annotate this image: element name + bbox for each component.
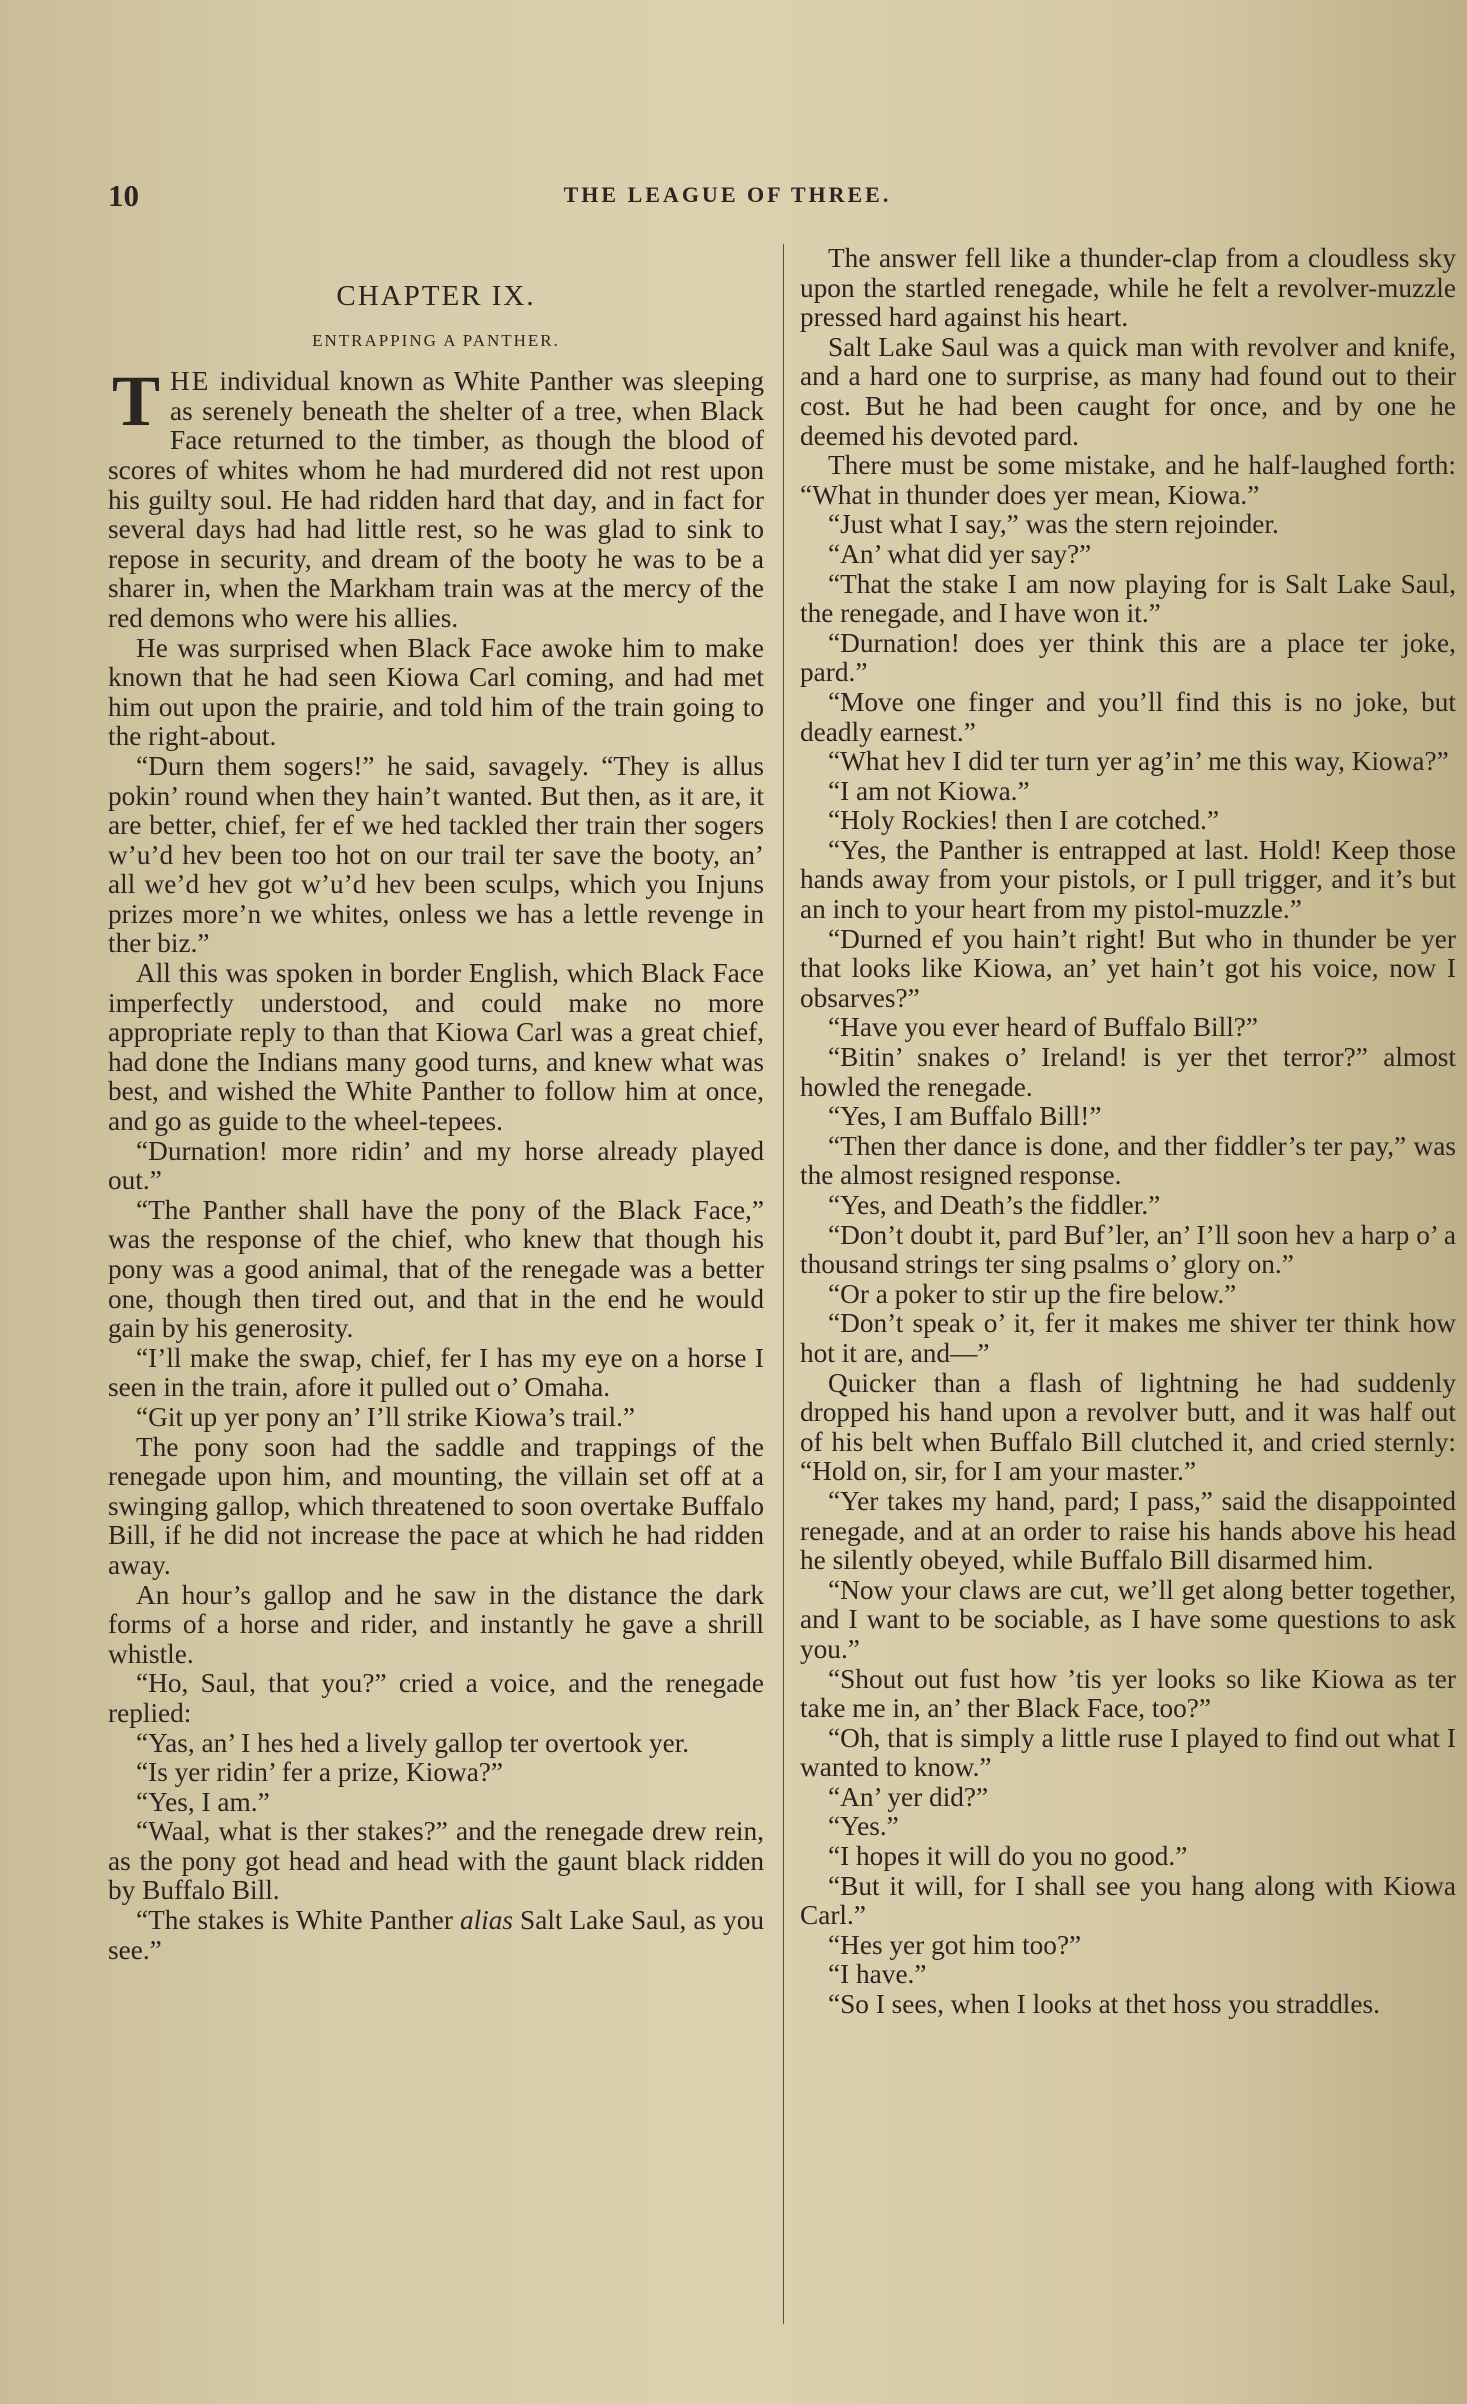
last-paragraph-italic: alias: [459, 1905, 514, 1936]
right-paragraph: “Holy Rockies! then I are cotched.”: [828, 805, 1220, 836]
right-paragraph: “Then ther dance is done, and ther fiddler’s ter pay,” was the almost resigned response.: [800, 1130, 1456, 1191]
right-paragraph: “Hes yer got him too?”: [828, 1929, 1082, 1960]
right-paragraph: There must be some mistake, and he half-laughed forth: “What in thunder does yer mean, Kiowa.”: [800, 450, 1456, 510]
right-paragraph: “So I sees, when I looks at thet hoss you straddles.: [828, 1989, 1380, 2020]
chapter-subtitle: ENTRAPPING A PANTHER.: [312, 330, 560, 350]
right-paragraph: “I have.”: [828, 1959, 927, 1990]
right-paragraph: “An’ yer did?”: [828, 1781, 989, 1812]
left-column: [108, 244, 764, 1965]
first-word-rest: HE: [170, 366, 211, 397]
right-paragraph: “I hopes it will do you no good.”: [828, 1841, 1188, 1872]
right-paragraph: “Yes.”: [828, 1811, 899, 1842]
right-paragraph: “Yes, and Death’s the fiddler.”: [828, 1190, 1161, 1220]
left-paragraph-list: [108, 634, 764, 1907]
right-paragraph: “Just what I say,” was the stern rejoinder.: [828, 509, 1279, 540]
right-paragraph: “But it will, for I shall see you hang along with Kiowa Carl.”: [800, 1870, 1456, 1931]
first-paragraph-text: individual known as White Panther was sleeping as serenely beneath the shelter of a tree, when Black Face returned to the timber, as though the blood of scores of whites whom he had murdered did not rest upon his guilty soul. He had ridden hard that day, and in fact for several days had had little rest, so he was glad to sink to repose in security, and dream of the booty he was to be a sharer in, when the Markham train was at the mercy of the red demons who were his allies.: [108, 366, 764, 633]
right-paragraph: “Yes, I am Buffalo Bill!”: [828, 1101, 1102, 1132]
right-paragraph: Quicker than a flash of lightning he had suddenly dropped his hand upon a revolver butt, and it was half out of his belt when Buffalo Bill clutched it, and cried sternly: “Hold on, sir, for I am your master.”: [800, 1367, 1456, 1487]
left-paragraph: He was surprised when Black Face awoke him to make known that he had seen Kiowa Carl coming, and had met him out upon the prairie, and told him of the train going to the right-about.: [108, 632, 764, 752]
right-paragraph: “An’ what did yer say?”: [828, 538, 1092, 569]
right-column: [800, 244, 1456, 2020]
page-number: 10: [108, 178, 139, 213]
right-paragraph: “Now your claws are cut, we’ll get along better together, and I want to be sociable, as I have some questions to ask you.”: [800, 1574, 1456, 1664]
right-paragraph: “Or a poker to stir up the fire below.”: [828, 1278, 1237, 1309]
right-paragraph: The answer fell like a thunder-clap from a cloudless sky upon the startled renegade, while he felt a revolver-muzzle pressed hard against his heart.: [800, 243, 1456, 333]
left-paragraph: “Is yer ridin’ fer a prize, Kiowa?”: [136, 1757, 504, 1788]
right-paragraph: “Shout out fust how ’tis yer looks so like Kiowa as ter take me in, an’ ther Black Face, too?”: [800, 1663, 1456, 1724]
left-paragraph: The pony soon had the saddle and trappings of the renegade upon him, and mounting, the villain set off at a swinging gallop, which threatened to soon overtake Buffalo Bill, if he did not increase the pace at which he had ridden away.: [108, 1431, 764, 1580]
right-paragraph: “What hev I did ter turn yer ag’in’ me this way, Kiowa?”: [828, 746, 1449, 777]
right-paragraph: “Durned ef you hain’t right! But who in thunder be yer that looks like Kiowa, an’ yet hain’t got his voice, now I obsarves?”: [800, 923, 1456, 1013]
right-paragraph: “Durnation! does yer think this are a place ter joke, pard.”: [800, 627, 1456, 688]
right-paragraph: “Oh, that is simply a little ruse I played to find out what I wanted to know.”: [800, 1722, 1456, 1783]
left-paragraph: “Durn them sogers!” he said, savagely. “They is allus pokin’ round when they hain’t wanted. But then, as it are, it are better, chief, fer ef we hed tackled ther train ther sogers w’u’d hev been too hot on our trail ter save the booty, an’ all we’d hev got w’u’d hev been sculps, which you Injuns prizes more’n we whites, onless we has a lettle revenge in ther biz.”: [108, 750, 764, 959]
left-paragraph: “I’ll make the swap, chief, fer I has my eye on a horse I seen in the train, afore it pulled out o’ Omaha.: [108, 1342, 764, 1403]
last-paragraph-before: “The stakes is White Panther: [136, 1905, 460, 1936]
left-paragraph: “Waal, what is ther stakes?” and the renegade drew rein, as the pony got head and head with the gaunt black ridden by Buffalo Bill.: [108, 1816, 764, 1906]
right-paragraph: “Bitin’ snakes o’ Ireland! is yer thet terror?” almost howled the renegade.: [800, 1042, 1456, 1102]
right-paragraph: “Don’t speak o’ it, fer it makes me shiver ter think how hot it are, and—”: [800, 1308, 1456, 1368]
left-paragraph: “Yes, I am.”: [136, 1786, 270, 1817]
left-paragraph: “Durnation! more ridin’ and my horse already played out.”: [108, 1135, 764, 1196]
right-paragraph: “Have you ever heard of Buffalo Bill?”: [828, 1012, 1259, 1043]
running-title: THE LEAGUE OF THREE.: [563, 182, 892, 207]
right-paragraph: “I am not Kiowa.”: [828, 775, 1030, 806]
left-paragraph: An hour’s gallop and he saw in the distance the dark forms of a horse and rider, and instantly he gave a shrill whistle.: [108, 1579, 764, 1669]
chapter-heading: CHAPTER IX.: [336, 280, 536, 312]
drop-cap: T: [112, 361, 161, 442]
right-paragraph: “Yes, the Panther is entrapped at last. Hold! Keep those hands away from your pistols, or I pull trigger, and it’s but an inch to your heart from my pistol-muzzle.”: [800, 834, 1456, 925]
left-paragraph: All this was spoken in border English, which Black Face imperfectly understood, and could make no more appropriate reply to than that Kiowa Carl was a great chief, had done the Indians many good turns, and knew what was best, and wished the White Panther to follow him at once, and go as guide to the wheel-tepees.: [108, 958, 764, 1137]
right-paragraph: “Don’t doubt it, pard Buf’ler, an’ I’ll soon hev a harp o’ a thousand strings ter sing psalms o’ glory on.”: [800, 1219, 1456, 1280]
left-paragraph: “Ho, Saul, that you?” cried a voice, and the renegade replied:: [108, 1668, 764, 1728]
right-paragraph: “Yer takes my hand, pard; I pass,” said the disappointed renegade, and at an order to raise his hands above his head he silently obeyed, while Buffalo Bill disarmed him.: [800, 1485, 1456, 1576]
column-divider: [783, 244, 784, 2324]
right-paragraph-list: [800, 244, 1456, 2020]
right-paragraph: Salt Lake Saul was a quick man with revolver and knife, and a hard one to surprise, as many had found out to their cost. But he had been caught for once, and by one he deemed his devoted pard.: [800, 331, 1456, 451]
left-paragraph: “Yas, an’ I hes hed a lively gallop ter overtook yer.: [136, 1727, 690, 1758]
right-paragraph: “That the stake I am now playing for is Salt Lake Saul, the renegade, and I have won it.”: [800, 568, 1456, 629]
left-paragraph: “Git up yer pony an’ I’ll strike Kiowa’s trail.”: [136, 1401, 636, 1432]
left-paragraph: “The Panther shall have the pony of the Black Face,” was the response of the chief, who knew that though his pony was a good animal, that of the renegade was a better one, though then tired out, and that in the end he would gain by his generosity.: [108, 1194, 764, 1344]
right-paragraph: “Move one finger and you’ll find this is no joke, but deadly earnest.”: [800, 686, 1456, 747]
first-paragraph: [108, 361, 764, 633]
last-paragraph-after: Salt Lake Saul, as you see.”: [108, 1905, 764, 1965]
page-header: [108, 178, 1347, 218]
left-last-paragraph: [108, 1906, 764, 1965]
